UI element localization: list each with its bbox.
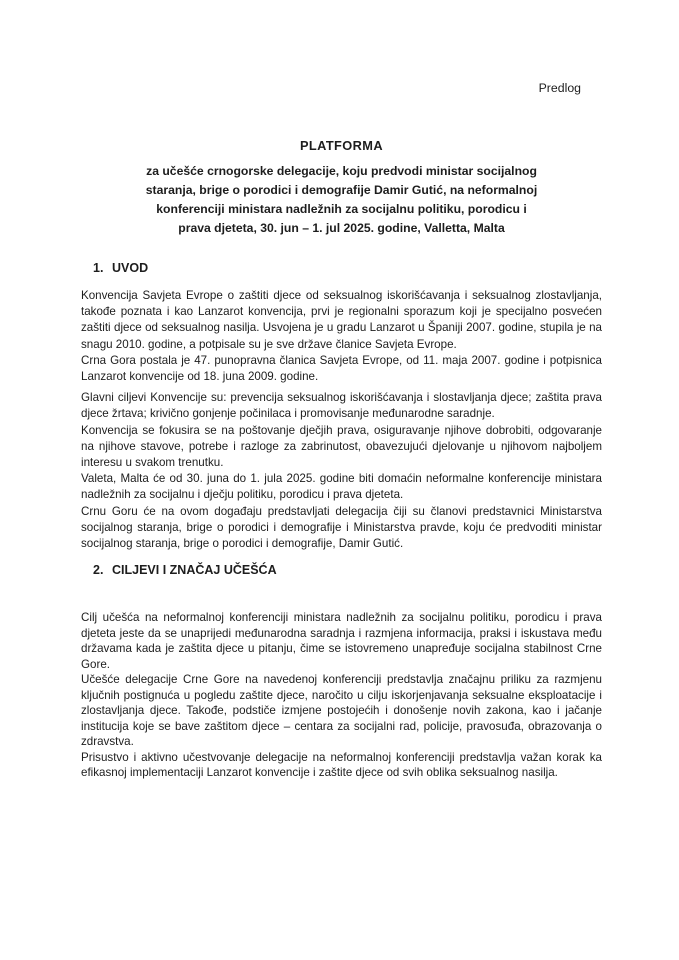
section-heading-ciljevi xyxy=(81,562,602,578)
document-content xyxy=(81,0,602,781)
section-heading-uvod xyxy=(81,260,602,276)
subtitle-line: konferenciji ministara nadležnih za socijalnu politiku, porodicu i xyxy=(156,202,527,216)
paragraph: Crna Gora postala je 47. punopravna članica Savjeta Evrope, od 11. maja 2007. godine i potpisnica Lanzarot konvencije od 18. juna 2009. godine. xyxy=(81,353,602,384)
section-number: 2. xyxy=(93,563,104,578)
section-body-ciljevi xyxy=(81,610,602,781)
document-title: PLATFORMA xyxy=(300,138,383,153)
paragraph: Valeta, Malta će od 30. juna do 1. jula 2025. godine biti domaćin neformalne konferencije ministara nadležnih za socijalnu i dječju politiku, porodicu i prava djeteta. xyxy=(81,472,602,502)
section-heading-label: CILJEVI I ZNAČAJ UČEŠĆA xyxy=(112,563,277,578)
paragraph: Prisustvo i aktivno učestvovanje delegacije na neformalnoj konferenciji predstavlja važan korak ka efikasnoj implementaciji Lanzarot konvencije i zaštite djece od svih oblika seksualnog nasilja. xyxy=(81,750,602,780)
subtitle-line: prava djeteta, 30. jun – 1. jul 2025. godine, Valletta, Malta xyxy=(178,221,505,235)
doc-label: Predlog xyxy=(538,81,581,95)
paragraph: Cilj učešća na neformalnoj konferenciji ministara nadležnih za socijalnu politiku, porodicu i prava djeteta jeste da se unaprijedi međunarodna saradnja i razmjena informacija, praksi i iskustava među državama kada je zaštita djece u pitanju, čime se istovremeno unapređuje socijalna stabilnost Crne Gore. xyxy=(81,611,602,671)
section-number: 1. xyxy=(93,261,104,275)
section-heading-label: UVOD xyxy=(112,261,149,275)
paragraph: Konvencija se fokusira se na poštovanje dječjih prava, osiguravanje njihove dobrobiti, odgovaranje na njihove stavove, potrebe i razloge za zabrinutost, obavezujući djelovanje u njihovom najboljem interesu u svakom trenutku. xyxy=(81,423,602,470)
subtitle-line: staranja, brige o porodici i demografije Damir Gutić, na neformalnoj xyxy=(145,183,538,197)
paragraph: Konvencija Savjeta Evrope o zaštiti djece od seksualnog iskorišćavanja i seksualnog zlostavljanja, takođe poznata i kao Lanzarot konvencija, prvi je regionalni sporazum koji je specijalno posvećen zaštiti djece od seksualnog nasilja. Usvojena je u gradu Lanzarot u Španiji 2007. godine, stupila je na snagu 2010. godine, a potpisale su je sve države članice Savjeta Evrope. xyxy=(81,289,602,351)
subtitle-line: za učešće crnogorske delegacije, koju predvodi ministar socijalnog xyxy=(146,164,537,178)
section-body-uvod xyxy=(81,288,602,552)
paragraph: Crnu Goru će na ovom događaju predstavljati delegacija čiji su članovi predstavnici Ministarstva socijalnog staranja, brige o porodici i demografije i Ministarstva pravde, koju će predvoditi ministar socijalnog staranja, brige o porodici i demografije, Damir Gutić. xyxy=(81,504,602,551)
paragraph: Učešće delegacije Crne Gore na navedenoj konferenciji predstavlja značajnu priliku za razmjenu ključnih postignuća u pogledu zaštite djece, naročito u cilju iskorjenjavanja seksualne eksploatacije i zlostavljanja djece. Takođe, podstiče izmjene postojećih i donošenje novih zakona, kao i jačanje institucija koje se bave zaštitom djece – centara za socijalni rad, policije, pravosuđa, obrazovanja o zdravstva. xyxy=(81,673,602,749)
paragraph: Glavni ciljevi Konvencije su: prevencija seksualnog iskorišćavanja i slostavljanja djece; zaštita prava djece žrtava; krivično gonjenje počinilaca i promovisanje međunarodne saradnje. xyxy=(81,391,602,421)
document-subtitle xyxy=(81,162,602,238)
